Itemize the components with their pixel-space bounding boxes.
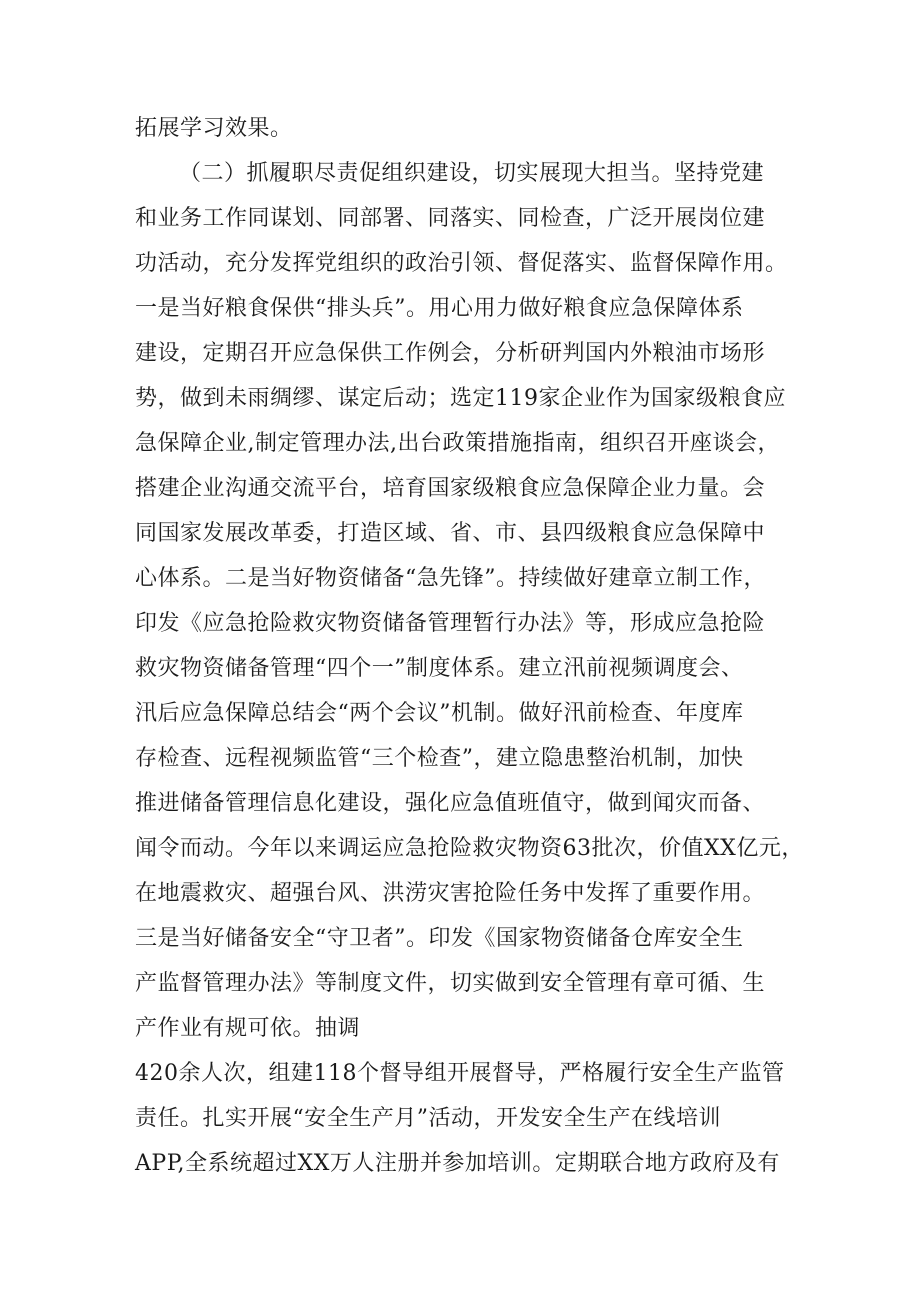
text-line: 印发《应急抢险救灾物资储备管理暂行办法》等，形成应急抢险 (135, 611, 766, 636)
text-line: 责任。扎实开展“安全生产月”活动，开发安全生产在线培训 (135, 1106, 721, 1131)
text-line: 产监督管理办法》等制度文件，切实做到安全管理有章可循、生 (135, 971, 766, 996)
text-line: 推进储备管理信息化建设，强化应急值班值守，做到闻灾而备、 (135, 791, 766, 816)
text-line: APP,全系统超过XX万人注册并参加培训。定期联合地方政府及有 (135, 1151, 780, 1176)
text-line: 同国家发展改革委，打造区域、省、市、县四级粮食应急保障中 (135, 521, 766, 546)
text-line: 和业务工作同谋划、同部署、同落实、同检查，广泛开展岗位建 (135, 206, 766, 231)
text-line: 搭建企业沟通交流平台，培育国家级粮食应急保障企业力量。会 (135, 476, 766, 501)
text-line: 420余人次，组建118个督导组开展督导，严格履行安全生产监管 (135, 1061, 785, 1086)
text-line: 急保障企业,制定管理办法,出台政策措施指南，组织召开座谈会， (135, 431, 780, 456)
text-line: 救灾物资储备管理“四个一”制度体系。建立汛前视频调度会、 (135, 656, 744, 681)
text-line: 势，做到未雨绸缪、谋定后动；选定119家企业作为国家级粮食应 (135, 386, 786, 411)
text-line: 存检查、远程视频监管“三个检查”，建立隐患整治机制，加快 (135, 746, 744, 771)
text-line: 一是当好粮食保供“排头兵”。用心用力做好粮食应急保障体系 (135, 296, 744, 321)
text-line: 汛后应急保障总结会“两个会议”机制。做好汛前检查、年度库 (135, 701, 744, 726)
text-line: 三是当好储备安全“守卫者”。印发《国家物资储备仓库安全生 (135, 926, 744, 951)
section-heading-line: （二）抓履职尽责促组织建设，切实展现大担当。坚持党建 (179, 161, 765, 186)
text-line: 产作业有规可依。抽调 (135, 1016, 361, 1041)
text-line: 功活动，充分发挥党组织的政治引领、督促落实、监督保障作用。 (135, 251, 788, 276)
text-line: 在地震救灾、超强台风、洪涝灾害抢险任务中发挥了重要作用。 (135, 881, 766, 906)
text-line: 心体系。二是当好物资储备“急先锋”。持续做好建章立制工作， (135, 566, 766, 591)
text-line: 建设，定期召开应急保供工作例会，分析研判国内外粮油市场形 (135, 341, 766, 366)
text-line: 闻令而动。今年以来调运应急抢险救灾物资63批次，价值XX亿元， (135, 836, 804, 861)
text-line: 拓展学习效果。 (135, 116, 293, 141)
